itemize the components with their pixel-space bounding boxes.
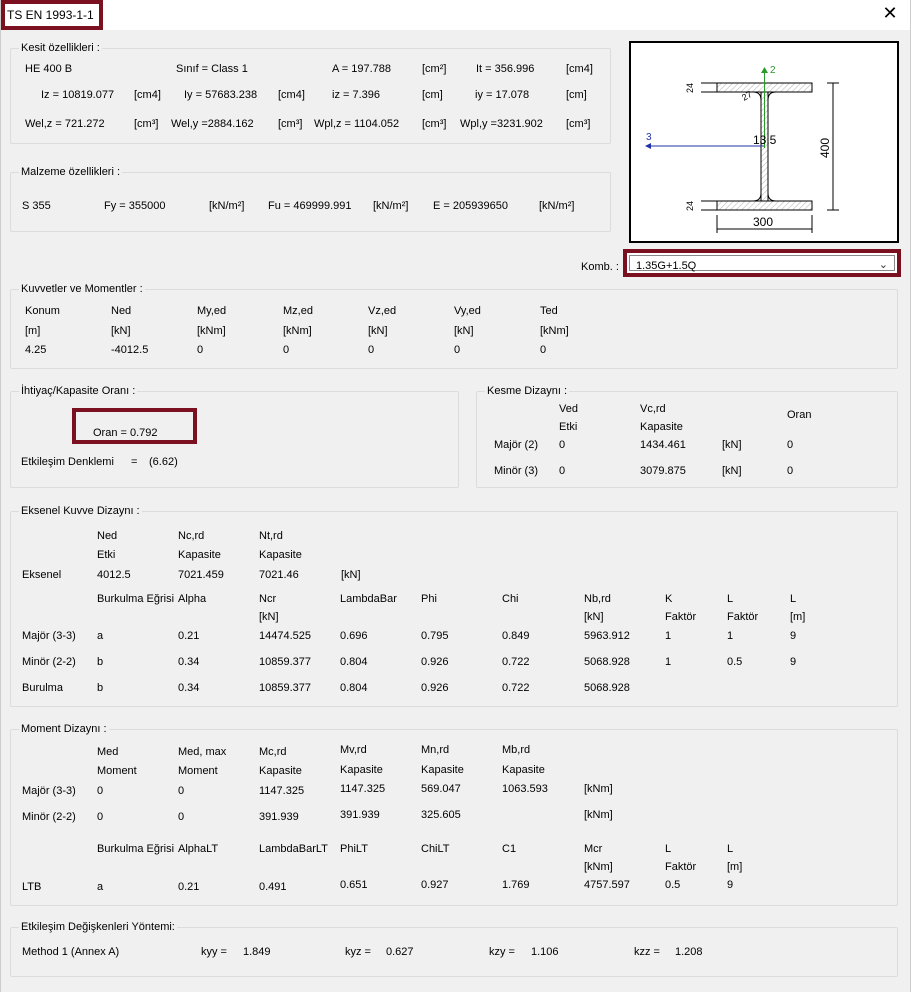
buckling-unit-ncr: [kN] xyxy=(259,611,279,623)
fu-value: Fu = 469999.991 xyxy=(268,200,352,212)
buckling-header-ncr: Ncr xyxy=(259,593,277,605)
forces-header-konum: Konum xyxy=(25,305,60,317)
axial-row-nbrd: 5068.928 xyxy=(584,682,630,694)
moment-row-mvrd: 391.939 xyxy=(340,809,380,821)
forces-value-mz: 0 xyxy=(283,344,290,356)
axial-header-kapasite2: Kapasite xyxy=(259,549,302,561)
kyz-value: 0.627 xyxy=(386,946,414,958)
moment-row-mnrd: 569.047 xyxy=(421,783,461,795)
moment-header-med: Med xyxy=(97,746,119,758)
i-beam-drawing xyxy=(631,43,897,241)
axial-row-chi: 0.722 xyxy=(502,682,530,694)
axial-header-ncrd: Nc,rd xyxy=(178,530,205,542)
shear-major-vcrd: 1434.461 xyxy=(640,439,686,451)
axial-group xyxy=(10,505,898,707)
ltb-row-curve: a xyxy=(97,881,104,893)
ltb-header-l1: L xyxy=(665,843,672,855)
axial-header-ned: Ned xyxy=(97,530,118,542)
it-value: It = 356.996 xyxy=(476,63,535,75)
ltb-header-c1: C1 xyxy=(502,843,517,855)
shear-group xyxy=(476,385,898,488)
axial-eksenel-unit: [kN] xyxy=(341,569,361,581)
width-dim-label: 300 xyxy=(753,215,774,229)
moment-row-medmax: 0 xyxy=(178,811,185,823)
forces-header-vz: Vz,ed xyxy=(368,305,397,317)
axial-row-ncr: 14474.525 xyxy=(259,630,311,642)
forces-value-ted: 0 xyxy=(540,344,547,356)
profile-name: HE 400 B xyxy=(25,63,73,75)
axial-row-label: Majör (3-3) xyxy=(22,630,76,642)
axial-row-curve: b xyxy=(97,682,104,694)
axial-eksenel-label: Eksenel xyxy=(22,569,62,581)
ltb-unit-mcr: [kNm] xyxy=(584,861,613,873)
moment-row-mbrd: 1063.593 xyxy=(502,783,548,795)
axial-row-alpha: 0.21 xyxy=(178,630,200,642)
buckling-header-l1: L xyxy=(727,593,734,605)
moment-sub-mvrd: Kapasite xyxy=(340,764,383,776)
forces-unit-vy: [kN] xyxy=(454,325,474,337)
axial-header-etki: Etki xyxy=(97,549,116,561)
axial-eksenel-ncrd: 7021.459 xyxy=(178,569,224,581)
axis-3-label: 3 xyxy=(646,132,652,143)
ltb-row-c1: 1.769 xyxy=(502,879,530,891)
radius-y-value: iy = 17.078 xyxy=(475,89,530,101)
buckling-unit-nbrd: [kN] xyxy=(584,611,604,623)
kzz-value: 1.208 xyxy=(675,946,703,958)
window-title: TS EN 1993-1-1 xyxy=(7,8,94,22)
shear-minor-unit: [kN] xyxy=(722,465,742,477)
ltb-header-lambdabarlt: LambdaBarLT xyxy=(259,843,328,855)
combo-label: Komb. : xyxy=(581,261,619,273)
forces-unit-konum: [m] xyxy=(25,325,41,337)
axial-row-phi: 0.926 xyxy=(421,656,449,668)
moment-row-mvrd: 1147.325 xyxy=(340,783,386,795)
shear-minor-vcrd: 3079.875 xyxy=(640,465,686,477)
buckling-header-l2: L xyxy=(790,593,797,605)
ltb-row-chilt: 0.927 xyxy=(421,879,449,891)
forces-unit-vz: [kN] xyxy=(368,325,388,337)
wply-value: Wpl,y =3231.902 xyxy=(460,118,543,130)
area-unit: [cm²] xyxy=(422,63,447,75)
interaction-equation-eq: = xyxy=(131,456,138,468)
moment-sub-mbrd: Kapasite xyxy=(502,764,545,776)
moment-row-unit: [kNm] xyxy=(584,809,613,821)
forces-label: Kuvvetler ve Momentler : xyxy=(21,283,143,295)
buckling-header-alpha: Alpha xyxy=(178,593,207,605)
wplz-value: Wpl,z = 1104.052 xyxy=(314,118,400,130)
shear-header-kapasite: Kapasite xyxy=(640,421,683,433)
moment-header-mvrd: Mv,rd xyxy=(340,744,367,756)
ltb-row-lambdabarlt: 0.491 xyxy=(259,881,287,893)
forces-unit-ted: [kNm] xyxy=(540,325,569,337)
ratio-value: Oran = 0.792 xyxy=(93,427,158,439)
ltb-row-l2: 9 xyxy=(727,879,734,891)
axial-row-phi: 0.926 xyxy=(421,682,449,694)
section-class: Sınıf = Class 1 xyxy=(176,63,248,75)
shear-major-oran: 0 xyxy=(787,439,794,451)
wely-unit: [cm³] xyxy=(278,118,303,130)
axial-row-alpha: 0.34 xyxy=(178,656,200,668)
ltb-row-philt: 0.651 xyxy=(340,879,368,891)
welz-value: Wel,z = 721.272 xyxy=(25,118,105,130)
buckling-header-phi: Phi xyxy=(421,593,437,605)
axial-row-lambdabar: 0.804 xyxy=(340,656,368,668)
e-unit: [kN/m²] xyxy=(539,200,575,212)
fu-unit: [kN/m²] xyxy=(373,200,409,212)
moment-row-mcrd: 1147.325 xyxy=(259,785,305,797)
kyy-value: 1.849 xyxy=(243,946,271,958)
shear-minor-oran: 0 xyxy=(787,465,794,477)
interaction-group xyxy=(10,921,898,977)
it-unit: [cm4] xyxy=(566,63,593,75)
wply-unit: [cm³] xyxy=(566,118,591,130)
moment-row-med: 0 xyxy=(97,811,104,823)
shear-major-unit: [kN] xyxy=(722,439,742,451)
area-value: A = 197.788 xyxy=(332,63,392,75)
axial-row-label: Burulma xyxy=(22,682,63,694)
ltb-row-mcr: 4757.597 xyxy=(584,879,630,891)
moment-header-medmax: Med, max xyxy=(178,746,227,758)
ltb-header-mcr: Mcr xyxy=(584,843,603,855)
ltb-row-alphalt: 0.21 xyxy=(178,881,200,893)
ltb-header-chilt: ChiLT xyxy=(421,843,450,855)
buckling-header-nbrd: Nb,rd xyxy=(584,593,611,605)
axial-row-curve: b xyxy=(97,656,104,668)
ltb-unit-l2: [m] xyxy=(727,861,743,873)
e-value: E = 205939650 xyxy=(433,200,508,212)
buckling-unit-k: Faktör xyxy=(665,611,697,623)
axial-row-lambdabar: 0.696 xyxy=(340,630,368,642)
interaction-label: Etkileşim Değişkenleri Yöntemi: xyxy=(21,921,175,933)
forces-unit-ned: [kN] xyxy=(111,325,131,337)
iz-unit: [cm4] xyxy=(134,89,161,101)
shear-minor-ved: 0 xyxy=(559,465,566,477)
radius-y-unit: [cm] xyxy=(566,89,587,101)
axial-row-ncr: 10859.377 xyxy=(259,682,311,694)
moment-header-mcrd: Mc,rd xyxy=(259,746,287,758)
forces-header-mz: Mz,ed xyxy=(283,305,313,317)
close-icon[interactable]: ✕ xyxy=(882,3,898,23)
flange-thickness-bottom: 24 xyxy=(685,200,695,211)
kzy-label: kzy = xyxy=(489,946,515,958)
ltb-unit-l1: Faktör xyxy=(665,861,697,873)
axial-eksenel-ntrd: 7021.46 xyxy=(259,569,299,581)
axial-header-ntrd: Nt,rd xyxy=(259,530,283,542)
bottom-flange xyxy=(717,201,812,210)
axial-eksenel-ned: 4012.5 xyxy=(97,569,131,581)
shear-header-oran: Oran xyxy=(787,409,812,421)
shear-header-etki: Etki xyxy=(559,421,578,433)
moment-row-label: Majör (3-3) xyxy=(22,785,76,797)
section-diagram xyxy=(629,41,899,243)
shear-label: Kesme Dizaynı : xyxy=(487,385,568,397)
forces-value-vz: 0 xyxy=(368,344,375,356)
ratio-label: İhtiyaç/Kapasite Oranı : xyxy=(21,385,136,397)
section-properties-label: Kesit özellikleri : xyxy=(21,42,100,54)
axial-row-label: Minör (2-2) xyxy=(22,656,76,668)
axial-row-l1: 1 xyxy=(727,630,734,642)
axial-row-l2: 9 xyxy=(790,630,797,642)
shear-header-vcrd: Vc,rd xyxy=(640,403,666,415)
kzz-label: kzz = xyxy=(634,946,660,958)
interaction-equation-label: Etkileşim Denklemi xyxy=(21,456,114,468)
ltb-header-alphalt: AlphaLT xyxy=(178,843,219,855)
axis-2-label: 2 xyxy=(770,65,776,76)
moment-sub-mnrd: Kapasite xyxy=(421,764,464,776)
buckling-header-k: K xyxy=(665,593,673,605)
ltb-header-l2: L xyxy=(727,843,734,855)
moment-sub-med: Moment xyxy=(97,765,137,777)
interaction-equation-value: (6.62) xyxy=(149,456,178,468)
moment-row-med: 0 xyxy=(97,785,104,797)
buckling-header-lambdabar: LambdaBar xyxy=(340,593,397,605)
combination-select[interactable] xyxy=(623,249,901,277)
forces-header-vy: Vy,ed xyxy=(454,305,481,317)
iy-unit: [cm4] xyxy=(278,89,305,101)
buckling-header-curve: Burkulma Eğrisi xyxy=(97,593,175,605)
moment-row-medmax: 0 xyxy=(178,785,185,797)
forces-value-my: 0 xyxy=(197,344,204,356)
steel-grade: S 355 xyxy=(22,200,51,212)
forces-value-konum: 4.25 xyxy=(25,344,47,356)
buckling-unit-l2: [m] xyxy=(790,611,806,623)
shear-header-ved: Ved xyxy=(559,403,578,415)
ltb-header-curve: Burkulma Eğrisi xyxy=(97,843,175,855)
shear-major-label: Majör (2) xyxy=(494,439,539,451)
fy-unit: [kN/m²] xyxy=(209,200,245,212)
flange-thickness-top: 24 xyxy=(685,82,695,93)
ltb-header-philt: PhiLT xyxy=(340,843,368,855)
fy-value: Fy = 355000 xyxy=(104,200,166,212)
axial-row-l1: 0.5 xyxy=(727,656,743,668)
moment-row-label: Minör (2-2) xyxy=(22,811,76,823)
welz-unit: [cm³] xyxy=(134,118,159,130)
moment-row-mnrd: 325.605 xyxy=(421,809,461,821)
axial-header-kapasite1: Kapasite xyxy=(178,549,221,561)
radius-z-unit: [cm] xyxy=(422,89,443,101)
axial-row-chi: 0.849 xyxy=(502,630,530,642)
chevron-down-icon[interactable]: ⌄ xyxy=(878,259,888,271)
buckling-unit-l1: Faktör xyxy=(727,611,759,623)
title-bar xyxy=(1,0,910,30)
axial-label: Eksenel Kuvve Dizaynı : xyxy=(21,505,140,517)
combination-select-field[interactable] xyxy=(629,255,895,271)
fillet-radius-label: 27 xyxy=(740,89,754,103)
material-properties-label: Malzeme özellikleri : xyxy=(21,166,121,178)
forces-value-vy: 0 xyxy=(454,344,461,356)
wely-value: Wel,y =2884.162 xyxy=(171,118,254,130)
radius-z-value: iz = 7.396 xyxy=(332,89,381,101)
moment-header-mbrd: Mb,rd xyxy=(502,744,531,756)
combination-value: 1.35G+1.5Q xyxy=(636,260,697,272)
axial-row-curve: a xyxy=(97,630,104,642)
axial-row-chi: 0.722 xyxy=(502,656,530,668)
interaction-method: Method 1 (Annex A) xyxy=(22,946,120,958)
forces-header-ted: Ted xyxy=(540,305,558,317)
axial-row-alpha: 0.34 xyxy=(178,682,200,694)
ltb-row-l1: 0.5 xyxy=(665,879,681,891)
shear-major-ved: 0 xyxy=(559,439,566,451)
moment-header-mnrd: Mn,rd xyxy=(421,744,450,756)
kzy-value: 1.106 xyxy=(531,946,559,958)
iy-value: Iy = 57683.238 xyxy=(184,89,258,101)
ltb-row-label: LTB xyxy=(22,881,42,893)
shear-minor-label: Minör (3) xyxy=(494,465,539,477)
moment-sub-mcrd: Kapasite xyxy=(259,765,302,777)
buckling-header-chi: Chi xyxy=(502,593,519,605)
kyy-label: kyy = xyxy=(201,946,227,958)
axial-row-l2: 9 xyxy=(790,656,797,668)
moment-row-unit: [kNm] xyxy=(584,783,613,795)
kyz-label: kyz = xyxy=(345,946,371,958)
moment-label: Moment Dizaynı : xyxy=(21,723,107,735)
iz-value: Iz = 10819.077 xyxy=(41,89,115,101)
title-highlight xyxy=(1,0,103,30)
axial-row-ncr: 10859.377 xyxy=(259,656,311,668)
wplz-unit: [cm³] xyxy=(422,118,447,130)
forces-unit-mz: [kNm] xyxy=(283,325,312,337)
axial-row-nbrd: 5068.928 xyxy=(584,656,630,668)
moment-row-mcrd: 391.939 xyxy=(259,811,299,823)
moment-sub-medmax: Moment xyxy=(178,765,218,777)
height-dim-label: 400 xyxy=(818,137,832,158)
forces-value-ned: -4012.5 xyxy=(111,344,149,356)
forces-header-ned: Ned xyxy=(111,305,132,317)
forces-unit-my: [kNm] xyxy=(197,325,226,337)
axial-row-lambdabar: 0.804 xyxy=(340,682,368,694)
axial-row-k: 1 xyxy=(665,630,672,642)
axial-row-nbrd: 5963.912 xyxy=(584,630,630,642)
web-thickness-label: 13.5 xyxy=(753,133,777,147)
forces-header-my: My,ed xyxy=(197,305,227,317)
axial-row-phi: 0.795 xyxy=(421,630,449,642)
axial-row-k: 1 xyxy=(665,656,672,668)
